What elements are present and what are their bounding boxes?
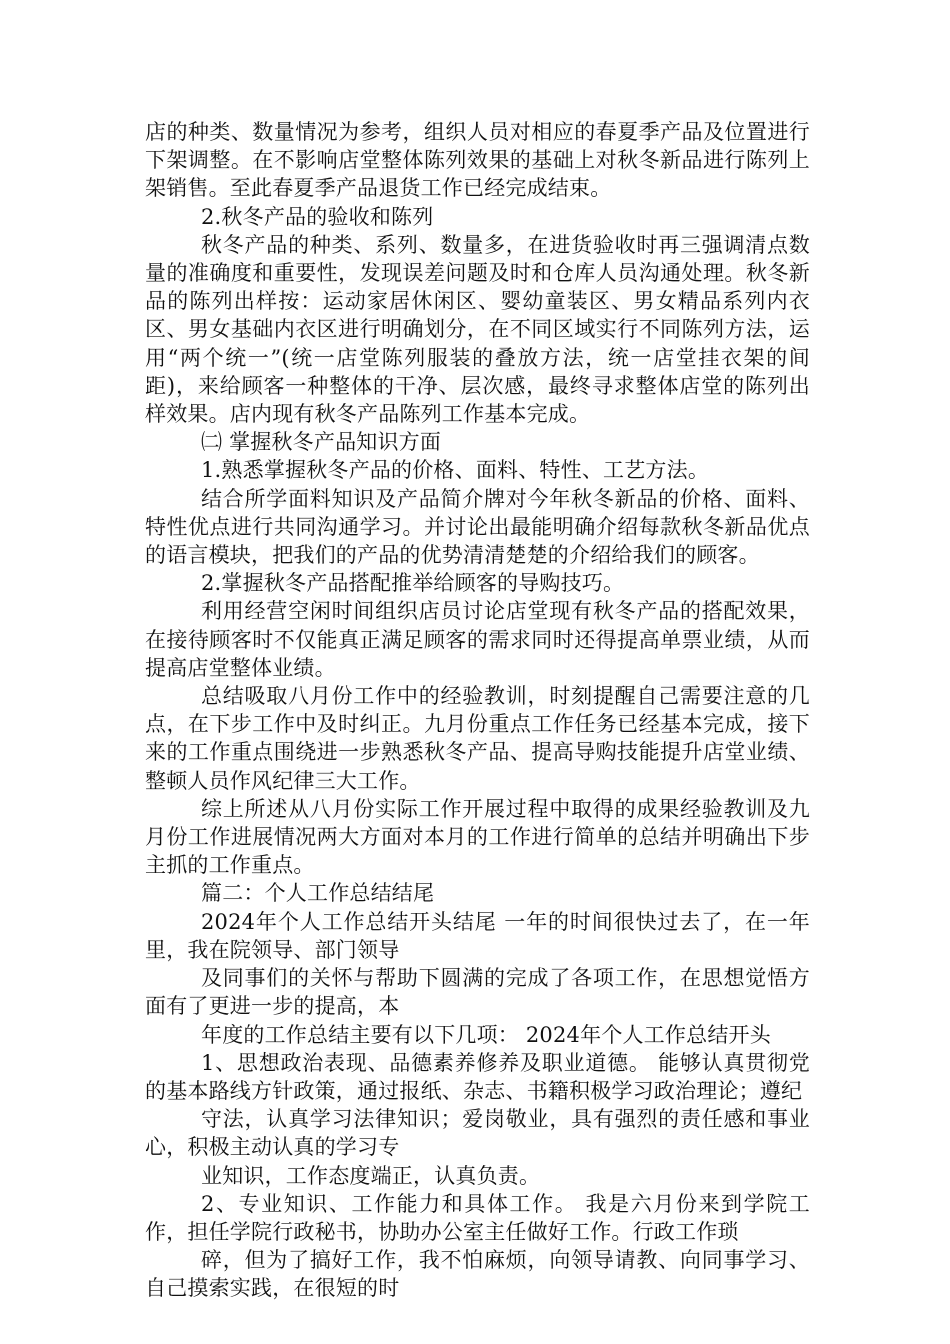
paragraph: 秋冬产品的种类、系列、数量多，在进货验收时再三强调清点数量的准确度和重要性，发现误差问题及时和仓库人员沟通处理。秋冬新品的陈列出样按：运动家居休闲区、婴幼童装区、男女精品系列内衣区、男女基础内衣区进行明确划分，在不同区域实行不同陈列方法，运用“两个统一”(统一店堂陈列服装的叠放方法，统一店堂挂衣架的间距)，来给顾客一种整体的干净、层次感，最终寻求整体店堂的陈列出样效果。店内现有秋冬产品陈列工作基本完成。 <box>145 232 810 427</box>
section-heading: ㈡ 掌握秋冬产品知识方面 <box>201 430 442 455</box>
paragraph: 碎，但为了搞好工作，我不怕麻烦，向领导请教、向同事学习、自己摸索实践，在很短的时 <box>145 1248 810 1301</box>
paragraph: 及同事们的关怀与帮助下圆满的完成了各项工作，在思想觉悟方面有了更进一步的提高，本 <box>145 966 810 1019</box>
article-heading: 篇二：个人工作总结结尾 <box>201 881 435 906</box>
section-heading: 2.掌握秋冬产品搭配推举给顾客的导购技巧。 <box>201 571 625 596</box>
paragraph: 店的种类、数量情况为参考，组织人员对相应的春夏季产品及位置进行下架调整。在不影响店堂整体陈列效果的基础上对秋冬新品进行陈列上架销售。至此春夏季产品退货工作已经完成结束。 <box>145 120 810 201</box>
paragraph: 1、思想政治表现、品德素养修养及职业道德。 能够认真贯彻党的基本路线方针政策，通过报纸、杂志、书籍积极学习政治理论；遵纪 <box>145 1050 810 1103</box>
section-heading: 2.秋冬产品的验收和陈列 <box>201 204 434 229</box>
document-body <box>145 118 810 1303</box>
paragraph: 2、专业知识、工作能力和具体工作。 我是六月份来到学院工作，担任学院行政秘书，协助办公室主任做好工作。行政工作琐 <box>145 1191 810 1244</box>
paragraph: 综上所述从八月份实际工作开展过程中取得的成果经验教训及九月份工作进展情况两大方面对本月的工作进行简单的总结并明确出下步主抓的工作重点。 <box>145 796 810 878</box>
section-heading: 1.熟悉掌握秋冬产品的价格、面料、特性、工艺方法。 <box>201 458 710 483</box>
paragraph: 利用经营空闲时间组织店员讨论店堂现有秋冬产品的搭配效果，在接待顾客时不仅能真正满足顾客的需求同时还得提高单票业绩，从而提高店堂整体业绩。 <box>145 599 810 680</box>
paragraph: 守法，认真学习法律知识；爱岗敬业，具有强烈的责任感和事业心，积极主动认真的学习专 <box>145 1107 810 1160</box>
paragraph: 2024年个人工作总结开头结尾 一年的时间很快过去了，在一年里，我在院领导、部门领导 <box>145 909 810 962</box>
paragraph: 结合所学面料知识及产品简介牌对今年秋冬新品的价格、面料、特性优点进行共同沟通学习。并讨论出最能明确介绍每款秋冬新品优点的语言模块，把我们的产品的优势清清楚楚的介绍给我们的顾客。 <box>145 486 810 568</box>
paragraph: 年度的工作总结主要有以下几项： 2024年个人工作总结开头 <box>201 1022 771 1047</box>
paragraph: 总结吸取八月份工作中的经验教训，时刻提醒自己需要注意的几点，在下步工作中及时纠正。九月份重点工作任务已经基本完成，接下来的工作重点围绕进一步熟悉秋冬产品、提高导购技能提升店堂业绩、整顿人员作风纪律三大工作。 <box>145 684 810 793</box>
paragraph: 业知识，工作态度端正，认真负责。 <box>201 1163 541 1188</box>
